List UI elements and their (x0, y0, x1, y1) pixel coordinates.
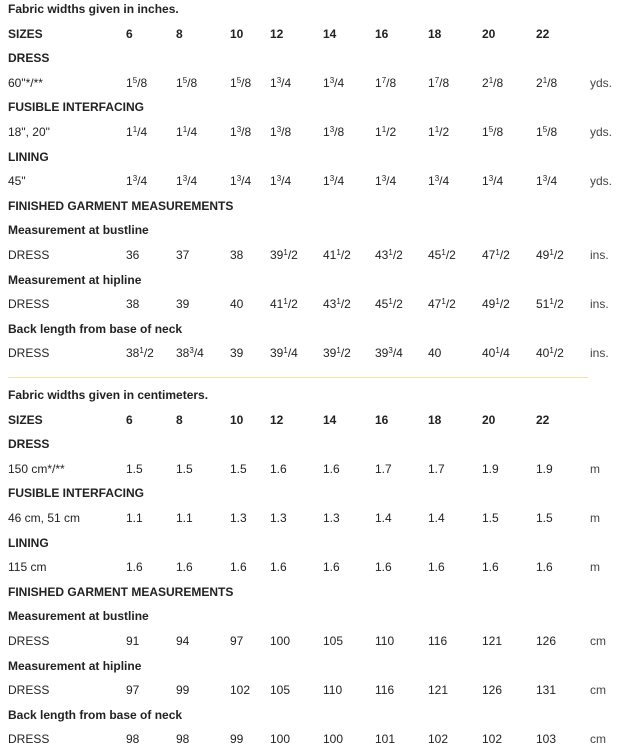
table-cell: 121 (482, 634, 503, 648)
table-cell: 1.3 (323, 511, 340, 525)
table-cell: $1^1/4$ (176, 125, 198, 139)
table-cell: 1.6 (323, 560, 340, 575)
table-cell: 1.6 (230, 560, 247, 575)
table-cell: $1^3/4$ (270, 174, 292, 189)
size-header-18: 18 (428, 26, 442, 41)
table-cell: $1^3/4$ (482, 174, 504, 189)
size-header-16: 16 (375, 412, 389, 427)
group-heading: Back length from base of neck (8, 321, 183, 336)
size-header-14: 14 (323, 26, 337, 41)
row-label: 115 cm (8, 560, 47, 575)
group-heading: FUSIBLE INTERFACING (8, 486, 145, 501)
table-cell: $39^3/4$ (375, 346, 403, 361)
group-heading-row (0, 482, 617, 504)
size-header-22: 22 (536, 412, 550, 427)
table-cell: 100 (270, 732, 291, 747)
table-cell: $51^1/2$ (536, 297, 564, 312)
table-cell: 1.6 (536, 560, 553, 575)
table-cell: $1^3/4$ (126, 174, 148, 189)
size-header-16: 16 (375, 26, 389, 41)
group-heading-row (0, 655, 617, 677)
size-header-6: 6 (126, 26, 133, 41)
row-label: DRESS (8, 297, 50, 312)
group-heading: Measurement at hipline (8, 658, 142, 673)
group-heading-row (0, 269, 617, 291)
table-cell: $49^1/2$ (536, 248, 564, 262)
group-heading-row (0, 433, 617, 455)
table-cell: 1.5 (176, 461, 193, 476)
table-cell: $38^1/2$ (126, 346, 154, 361)
table-cell: 1.1 (176, 511, 193, 525)
row-label: DRESS (8, 683, 50, 698)
table-cell: 1.4 (375, 511, 392, 525)
unit-label: yds. (590, 75, 613, 90)
size-header-8: 8 (176, 412, 183, 427)
size-header-12: 12 (270, 412, 284, 427)
table-cell: 99 (230, 732, 244, 747)
data-row (0, 244, 617, 266)
table-cell: $43^1/2$ (375, 248, 403, 262)
table-cell: $2^1/8$ (536, 75, 558, 90)
table-cell: $47^1/2$ (482, 248, 510, 262)
table-cell: $2^1/8$ (482, 75, 504, 90)
row-label: 46 cm, 51 cm (8, 511, 81, 525)
table-cell: $1^7/8$ (428, 75, 450, 90)
data-row (0, 72, 617, 94)
unit-label: cm (590, 683, 606, 698)
table-cell: 97 (230, 634, 244, 648)
sizes-label: SIZES (8, 412, 43, 427)
table-cell: 1.6 (176, 560, 193, 575)
table-cell: $41^1/2$ (270, 297, 298, 312)
group-heading: FINISHED GARMENT MEASUREMENTS (8, 198, 234, 213)
table-cell: 110 (375, 634, 395, 648)
size-header-12: 12 (270, 26, 284, 41)
group-heading-row (0, 146, 617, 168)
table-cell: 38 (126, 297, 140, 312)
table-cell: 1.5 (536, 511, 553, 525)
group-heading: FINISHED GARMENT MEASUREMENTS (8, 584, 234, 599)
table-cell: 126 (536, 634, 557, 648)
inches-title-row (0, 0, 617, 20)
table-cell: 40 (230, 297, 244, 312)
size-header-20: 20 (482, 412, 496, 427)
table-cell: $1^3/4$ (323, 174, 345, 189)
data-row (0, 342, 617, 364)
group-heading-row (0, 47, 617, 69)
table-cell: $1^1/2$ (428, 125, 450, 139)
table-cell: 105 (270, 683, 291, 698)
table-cell: 1.4 (428, 511, 445, 525)
inches-sizes-header-row (0, 23, 617, 45)
table-cell: $45^1/2$ (428, 248, 456, 262)
table-cell: 101 (375, 732, 396, 747)
table-cell: 1.6 (323, 461, 340, 476)
table-cell: $1^7/8$ (375, 75, 397, 90)
unit-label: ins. (590, 297, 609, 312)
unit-label: yds. (590, 125, 613, 139)
table-cell: 1.3 (270, 511, 287, 525)
group-heading-row (0, 605, 617, 627)
table-cell: $1^5/8$ (126, 75, 148, 90)
group-heading: FUSIBLE INTERFACING (8, 100, 145, 115)
group-heading: Measurement at bustline (8, 223, 149, 238)
table-cell: $1^3/4$ (176, 174, 198, 189)
row-label: 150 cm*/** (8, 461, 65, 476)
table-cell: 131 (536, 683, 557, 698)
data-row (0, 630, 617, 652)
table-cell: 97 (126, 683, 140, 698)
table-cell: 1.5 (482, 511, 499, 525)
table-cell: $1^3/8$ (323, 125, 345, 139)
table-cell: 102 (230, 683, 251, 698)
table-cell: 1.7 (428, 461, 445, 476)
group-heading-row (0, 318, 617, 340)
row-label: 60"*/** (8, 75, 43, 90)
table-cell: 103 (536, 732, 557, 747)
section-divider (8, 377, 588, 378)
table-cell: 38 (230, 248, 244, 262)
table-cell: 91 (126, 634, 140, 648)
table-cell: $38^3/4$ (176, 346, 204, 361)
size-header-22: 22 (536, 26, 550, 41)
table-cell: $1^3/4$ (230, 174, 252, 189)
table-cell: 126 (482, 683, 503, 698)
size-header-6: 6 (126, 412, 133, 427)
table-cell: 98 (176, 732, 190, 747)
table-cell: 1.1 (126, 511, 143, 525)
table-cell: 98 (126, 732, 140, 747)
table-cell: 100 (270, 634, 291, 648)
table-cell: 102 (482, 732, 503, 747)
table-cell: $1^5/8$ (536, 125, 558, 139)
table-cell: 1.9 (536, 461, 553, 476)
table-cell: 1.6 (428, 560, 445, 575)
table-cell: 1.6 (375, 560, 392, 575)
table-cell: 1.5 (126, 461, 143, 476)
size-header-10: 10 (230, 26, 244, 41)
table-cell: $39^1/2$ (270, 248, 298, 262)
row-label: 45" (8, 174, 26, 189)
data-row (0, 728, 617, 750)
table-cell: 40 (428, 346, 442, 361)
table-cell: $41^1/2$ (323, 248, 351, 262)
data-row (0, 556, 617, 578)
group-heading: LINING (8, 535, 49, 550)
group-heading-row (0, 704, 617, 726)
table-cell: $1^3/4$ (270, 75, 292, 90)
unit-label: cm (590, 732, 606, 747)
size-header-18: 18 (428, 412, 442, 427)
unit-label: yds. (590, 174, 613, 189)
table-cell: $1^5/8$ (230, 75, 252, 90)
group-heading-row (0, 96, 617, 118)
table-cell: $1^1/4$ (126, 125, 148, 139)
row-label: DRESS (8, 346, 50, 361)
table-cell: 37 (176, 248, 190, 262)
row-label: 18", 20" (8, 125, 50, 139)
centimeters-section-title: Fabric widths given in centimeters. (8, 388, 209, 402)
unit-label: ins. (590, 248, 609, 262)
table-cell: 39 (230, 346, 244, 361)
row-label: DRESS (8, 634, 50, 648)
group-heading: Measurement at hipline (8, 272, 142, 287)
data-row (0, 293, 617, 315)
unit-label: m (590, 511, 600, 525)
table-cell: 1.6 (270, 461, 287, 476)
table-cell: $39^1/2$ (323, 346, 351, 361)
group-heading: LINING (8, 149, 49, 164)
table-cell: 121 (428, 683, 449, 698)
table-cell: 100 (323, 732, 344, 747)
table-cell: $1^3/8$ (230, 125, 252, 139)
group-heading: Back length from base of neck (8, 707, 183, 722)
table-cell: 99 (176, 683, 190, 698)
size-header-20: 20 (482, 26, 496, 41)
data-row (0, 679, 617, 701)
group-heading: DRESS (8, 51, 50, 66)
table-cell: 39 (176, 297, 190, 312)
table-cell: $43^1/2$ (323, 297, 351, 312)
unit-label: m (590, 560, 600, 575)
table-cell: $39^1/4$ (270, 346, 298, 361)
sizes-label: SIZES (8, 26, 43, 41)
group-heading: DRESS (8, 437, 50, 452)
table-cell: 1.9 (482, 461, 499, 476)
size-header-10: 10 (230, 412, 244, 427)
table-cell: 1.7 (375, 461, 392, 476)
table-cell: 1.5 (230, 461, 247, 476)
table-cell: $45^1/2$ (375, 297, 403, 312)
group-heading-row (0, 219, 617, 241)
table-cell: $1^3/8$ (270, 125, 292, 139)
inches-section-title: Fabric widths given in inches. (8, 2, 179, 16)
unit-label: m (590, 461, 600, 476)
group-heading: Measurement at bustline (8, 609, 149, 624)
centimeters-title-row (0, 384, 617, 406)
size-header-8: 8 (176, 26, 183, 41)
table-cell: $1^1/2$ (375, 125, 397, 139)
table-cell: 116 (428, 634, 448, 648)
data-row (0, 170, 617, 192)
centimeters-sizes-header-row (0, 409, 617, 431)
data-row (0, 458, 617, 480)
group-heading-row (0, 195, 617, 217)
table-cell: $1^3/4$ (536, 174, 558, 189)
table-cell: $47^1/2$ (428, 297, 456, 312)
table-cell: 102 (428, 732, 449, 747)
table-cell: $1^5/8$ (482, 125, 504, 139)
unit-label: cm (590, 634, 606, 648)
table-cell: 1.6 (482, 560, 499, 575)
data-row (0, 507, 617, 529)
table-cell: 105 (323, 634, 344, 648)
table-cell: 1.6 (126, 560, 143, 575)
data-row (0, 121, 617, 143)
table-cell: 110 (323, 683, 343, 698)
table-cell: $1^3/4$ (323, 75, 345, 90)
table-cell: 94 (176, 634, 190, 648)
table-cell: $40^1/2$ (536, 346, 564, 361)
table-cell: 1.6 (270, 560, 287, 575)
table-cell: $49^1/2$ (482, 297, 510, 312)
unit-label: ins. (590, 346, 609, 361)
size-header-14: 14 (323, 412, 337, 427)
row-label: DRESS (8, 248, 50, 262)
table-cell: $40^1/4$ (482, 346, 510, 361)
table-cell: $1^3/4$ (375, 174, 397, 189)
table-cell: $1^5/8$ (176, 75, 198, 90)
table-cell: $1^3/4$ (428, 174, 450, 189)
group-heading-row (0, 581, 617, 603)
row-label: DRESS (8, 732, 50, 747)
group-heading-row (0, 532, 617, 554)
table-cell: 36 (126, 248, 140, 262)
table-cell: 1.3 (230, 511, 247, 525)
table-cell: 116 (375, 683, 395, 698)
